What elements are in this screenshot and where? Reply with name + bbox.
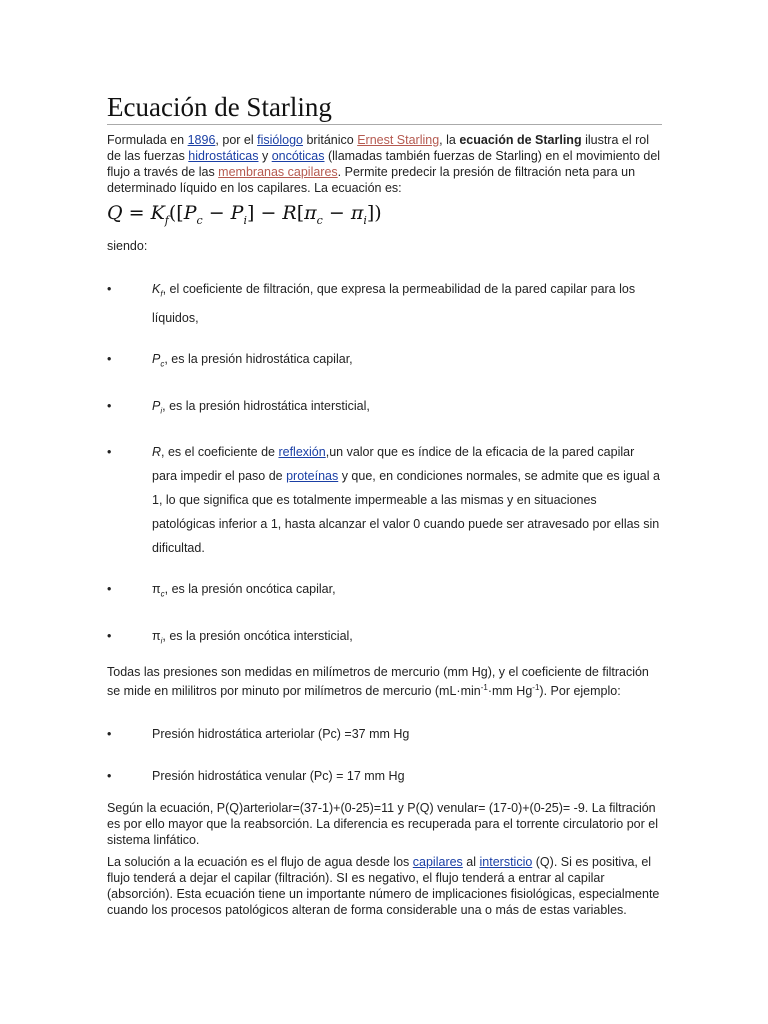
def-symbol-sub: c xyxy=(160,589,165,599)
bullet-icon: • xyxy=(107,352,112,367)
bullet-icon: • xyxy=(107,445,112,460)
intro-text: , por el xyxy=(215,133,258,147)
eq-q: Q xyxy=(107,202,123,224)
def-text: ,un valor que es índice de la eficacia de la pared capilar para impedir el paso de xyxy=(152,445,635,484)
link-ernest-starling[interactable]: Ernest Starling xyxy=(357,133,440,147)
def-text: , es la presión oncótica intersticial, xyxy=(162,628,353,643)
bullet-icon: • xyxy=(107,281,112,296)
eq-p2-sub: i xyxy=(243,213,247,227)
def-text: , es la presión oncótica capilar, xyxy=(164,582,336,597)
def-symbol-sub: i xyxy=(160,406,163,416)
link-fisiologo[interactable]: fisiólogo xyxy=(257,133,303,147)
eq-p: P xyxy=(183,202,197,224)
link-intersticio[interactable]: intersticio xyxy=(479,855,533,870)
eq-pi2-sub: i xyxy=(363,213,367,227)
link-hidrostaticas[interactable]: hidrostáticas xyxy=(188,149,259,163)
link-capilares[interactable]: capilares xyxy=(412,855,463,870)
link-membranas-capilares[interactable]: membranas capilares xyxy=(218,165,338,179)
units-text: ·mm Hg xyxy=(487,684,533,699)
eq-close: ]) xyxy=(366,202,382,224)
intro-text: . Permite predecir la presión de filtración neta para un determinado líquido en los capilares. La ecuación es: xyxy=(107,165,636,195)
siendo-label: siendo: xyxy=(107,238,148,253)
list-item xyxy=(107,347,662,377)
solution-paragraph xyxy=(107,854,662,918)
bullet-icon: • xyxy=(107,582,112,597)
eq-open-bracket: [ xyxy=(296,202,305,224)
def-text: , es el coeficiente de xyxy=(161,445,279,460)
list-item xyxy=(107,764,662,788)
def-text: y que, en condiciones normales, se admite que es igual a 1, lo que significa que es totalmente impermeable a las mismas y en situaciones patológicas inferior a 1, hasta alcanzar el valor 0 cuando puede ser atravesado por ellas sin dificultad. xyxy=(152,469,660,556)
def-text: , es la presión hidrostática capilar, xyxy=(164,352,353,367)
bullet-icon: • xyxy=(107,628,112,643)
def-symbol-sub: c xyxy=(160,359,165,369)
def-symbol: P xyxy=(152,352,161,367)
eq-pi: π xyxy=(304,202,317,224)
def-text: , es la presión hidrostática intersticial, xyxy=(162,398,370,413)
list-item xyxy=(107,577,662,607)
eq-open: ([ xyxy=(168,202,184,224)
page-title: Ecuación de Starling xyxy=(107,92,662,125)
intro-bold-term: ecuación de Starling xyxy=(459,133,582,147)
def-text: , el coeficiente de filtración, que expresa la permeabilidad de la pared capilar para los líquidos, xyxy=(152,281,636,326)
units-sup: -1 xyxy=(480,683,488,693)
units-paragraph xyxy=(107,664,662,699)
eq-p-sub: c xyxy=(196,213,203,227)
intro-text: británico xyxy=(302,133,358,147)
units-text: Todas las presiones son medidas en milímetros de mercurio (mm Hg), y el coeficiente de filtración se mide en mililitros por minuto por milímetros de mercurio (mL·min xyxy=(107,665,649,699)
starling-equation xyxy=(107,201,662,233)
list-item xyxy=(107,394,662,424)
eq-k-sub: f xyxy=(164,213,169,227)
solution-text: al xyxy=(462,855,480,870)
list-item xyxy=(107,440,662,560)
bullet-icon: • xyxy=(107,769,112,784)
link-reflexion[interactable]: reflexión xyxy=(278,445,326,460)
eq-minus: − xyxy=(322,202,351,224)
bullet-icon: • xyxy=(107,727,112,742)
intro-text: ilustra el rol de las fuerzas xyxy=(107,133,649,163)
solution-text: La solución a la ecuación es el flujo de agua desde los xyxy=(107,855,413,870)
link-proteinas[interactable]: proteínas xyxy=(286,469,339,484)
def-symbol: R xyxy=(152,445,162,460)
eq-minus: − xyxy=(254,202,283,224)
bullet-icon: • xyxy=(107,398,112,413)
eq-r: R xyxy=(282,202,297,224)
def-symbol: π xyxy=(152,582,161,597)
units-text: ). Por ejemplo: xyxy=(539,684,621,699)
def-symbol-sub: f xyxy=(160,289,163,299)
intro-paragraph xyxy=(107,132,662,196)
intro-text: (llamadas también fuerzas de Starling) en el movimiento del flujo a través de las xyxy=(107,149,661,179)
def-symbol: P xyxy=(152,398,161,413)
def-symbol: π xyxy=(152,628,161,643)
eq-pi-sub: c xyxy=(316,213,323,227)
intro-text: , la xyxy=(439,133,460,147)
intro-text: Formulada en xyxy=(107,133,188,147)
article xyxy=(107,92,662,918)
list-item xyxy=(107,277,662,331)
example-text: Presión hidrostática arteriolar (Pc) =37 mm Hg xyxy=(152,727,410,742)
eq-equals: = xyxy=(122,202,151,224)
eq-close-bracket: ] xyxy=(246,202,255,224)
examples-list xyxy=(107,722,662,788)
eq-k: K xyxy=(150,202,165,224)
calculation-paragraph: Según la ecuación, P(Q)arteriolar=(37-1)+(0-25)=11 y P(Q) venular= (17-0)+(0-25)= -9. La filtración es por ello mayor que la reabsorción. La diferencia es recuperada para el torrente circulatorio por el sistema linfático. xyxy=(107,801,658,848)
eq-pi2: π xyxy=(350,202,364,224)
eq-minus: − xyxy=(202,202,231,224)
list-item xyxy=(107,722,662,746)
link-1896[interactable]: 1896 xyxy=(187,133,216,147)
definitions-list xyxy=(107,277,662,654)
units-sup: -1 xyxy=(532,683,540,693)
link-oncoticas[interactable]: oncóticas xyxy=(271,149,325,163)
example-text: Presión hidrostática venular (Pc) = 17 mm Hg xyxy=(152,769,405,784)
list-item xyxy=(107,624,662,654)
def-symbol-sub: i xyxy=(160,636,163,646)
eq-p2: P xyxy=(230,202,244,224)
solution-text: (Q). Si es positiva, el flujo tenderá a dejar el capilar (filtración). SI es negativo, el flujo tenderá a entrar al capilar (absorción). Esta ecuación tiene un importante número de implicaciones fisiológicas, especialmente cuando los procesos patológicos alteran de forma considerable una o más de estas variables. xyxy=(107,855,660,918)
intro-text: y xyxy=(258,149,272,163)
def-symbol: K xyxy=(152,281,161,296)
